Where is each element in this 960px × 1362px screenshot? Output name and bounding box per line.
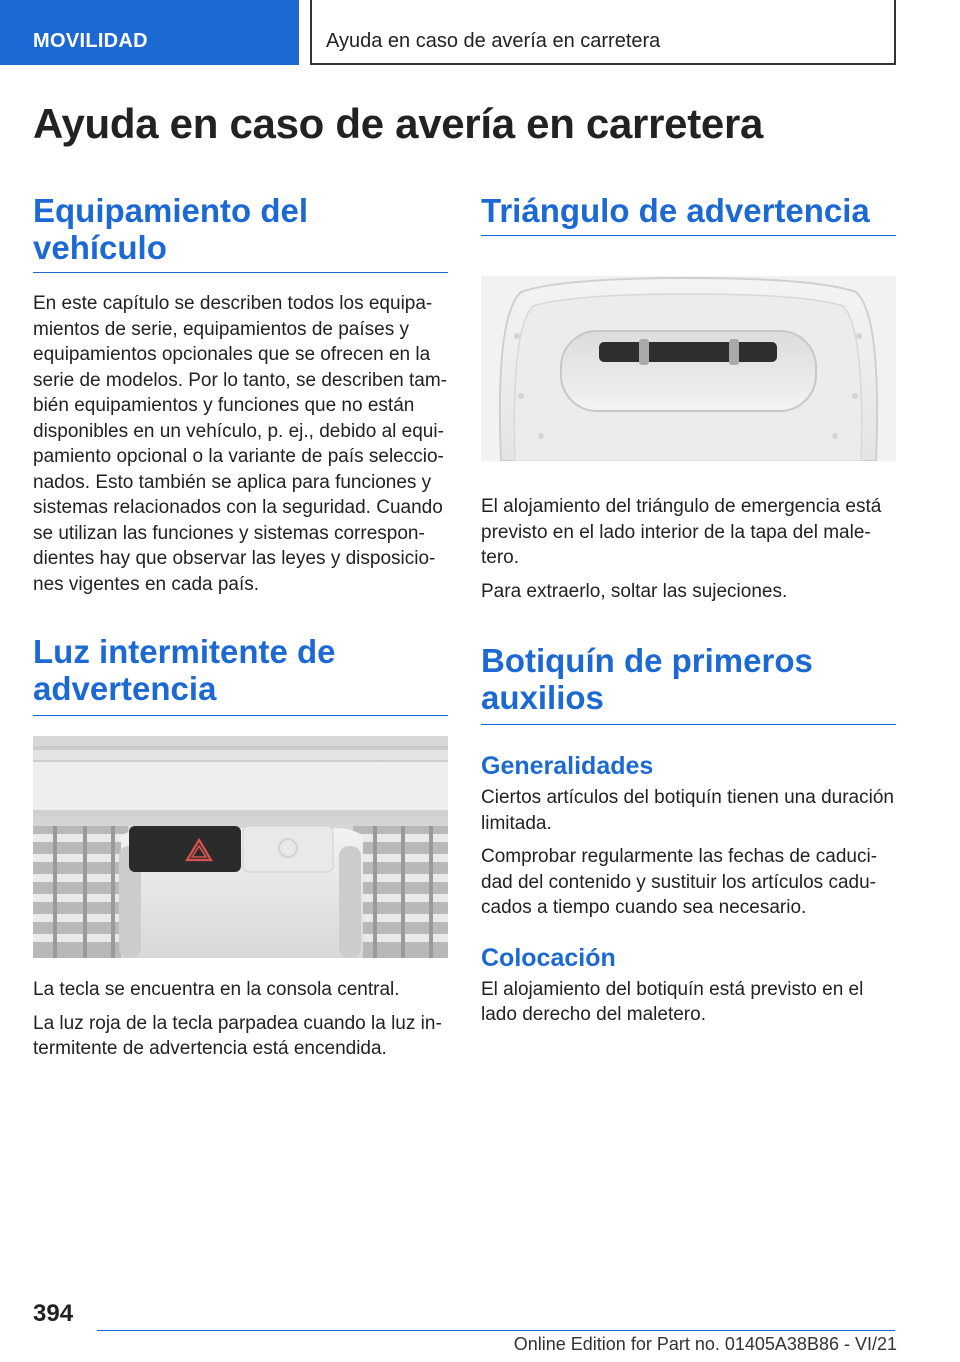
heading-general: Generalidades bbox=[481, 752, 654, 780]
heading-hazard-lights bbox=[33, 633, 448, 716]
text-line: mientos de serie, equipamientos de países y bbox=[33, 318, 409, 340]
triangle-paragraph-1 bbox=[481, 494, 896, 571]
footer-divider bbox=[97, 1330, 895, 1331]
heading-placement: Colocación bbox=[481, 943, 616, 972]
heading-line: auxilios bbox=[481, 679, 604, 716]
heading-equipment: Equipamiento del vehículo bbox=[33, 192, 448, 273]
text-line: La luz roja de la tecla parpadea cuando la luz in‐ bbox=[33, 1012, 442, 1034]
text-line: nados. Esto también se aplica para funciones y bbox=[33, 471, 432, 493]
heading-warning-triangle: Triángulo de advertencia bbox=[481, 192, 896, 236]
text-line: serie de modelos. Por lo tanto, se describen tam‐ bbox=[33, 369, 447, 391]
text-line: En este capítulo se describen todos los equipa‐ bbox=[33, 293, 433, 314]
text-line: equipamientos opcionales que se ofrecen en la bbox=[33, 344, 431, 365]
text-line: dientes hay que observar las leyes y disposicio‐ bbox=[33, 548, 436, 569]
text-line: cados a tiempo cuando sea necesario. bbox=[481, 897, 807, 918]
text-line: nes vigentes en cada país. bbox=[33, 573, 260, 595]
text-line: El alojamiento del triángulo de emergencia está bbox=[481, 496, 882, 517]
text-line: lado derecho del maletero. bbox=[481, 1004, 706, 1025]
text-line: tero. bbox=[481, 547, 520, 568]
footer-edition: Online Edition for Part no. 01405A38B86 - VI/21 bbox=[513, 1334, 897, 1354]
trunk-lid-photo bbox=[481, 276, 896, 466]
text-line: Comprobar regularmente las fechas de caduci‐ bbox=[481, 846, 878, 867]
left-column bbox=[33, 192, 448, 1062]
text-line: dad del contenido y sustituir los artículos cadu‐ bbox=[481, 871, 876, 893]
text-line: previsto en el lado interior de la tapa del male‐ bbox=[481, 521, 871, 543]
general-paragraph-1 bbox=[481, 785, 896, 836]
page-title: Ayuda en caso de avería en carretera bbox=[33, 100, 764, 147]
text-line: se utilizan las funciones y sistemas correspon‐ bbox=[33, 522, 425, 544]
text-line: limitada. bbox=[481, 812, 552, 834]
text-line: El alojamiento del botiquín está previsto en el bbox=[481, 978, 864, 1000]
hazard-paragraph-1: La tecla se encuentra en la consola central. bbox=[33, 979, 400, 1000]
hazard-button-photo bbox=[33, 736, 448, 963]
text-line: pamiento opcional o la variante de país seleccio‐ bbox=[33, 446, 444, 467]
header-chapter-box bbox=[310, 0, 896, 65]
placement-paragraph bbox=[481, 977, 896, 1028]
equipment-paragraph bbox=[33, 291, 448, 597]
heading-line: advertencia bbox=[33, 670, 217, 707]
header-chapter-label: Ayuda en caso de avería en carretera bbox=[326, 30, 661, 52]
text-line: disponibles en un vehículo, p. ej., debido al equi‐ bbox=[33, 420, 444, 442]
heading-line: Botiquín de primeros bbox=[481, 642, 813, 679]
text-line: bién equipamientos y funciones que no están bbox=[33, 395, 415, 416]
header-section-tab bbox=[0, 0, 299, 65]
general-paragraph-2 bbox=[481, 844, 896, 921]
page-number: 394 bbox=[33, 1300, 74, 1327]
heading-line: Luz intermitente de bbox=[33, 633, 336, 670]
header-section-label: MOVILIDAD bbox=[33, 30, 148, 52]
text-line: sistemas relacionados con la seguridad. Cuando bbox=[33, 497, 443, 518]
text-line: termitente de advertencia está encendida. bbox=[33, 1038, 387, 1059]
triangle-paragraph-2: Para extraerlo, soltar las sujeciones. bbox=[481, 580, 788, 602]
text-line: Ciertos artículos del botiquín tienen una duración bbox=[481, 787, 894, 808]
right-column bbox=[481, 192, 896, 1028]
hazard-paragraph-2 bbox=[33, 1011, 448, 1062]
heading-first-aid-kit bbox=[481, 642, 896, 725]
